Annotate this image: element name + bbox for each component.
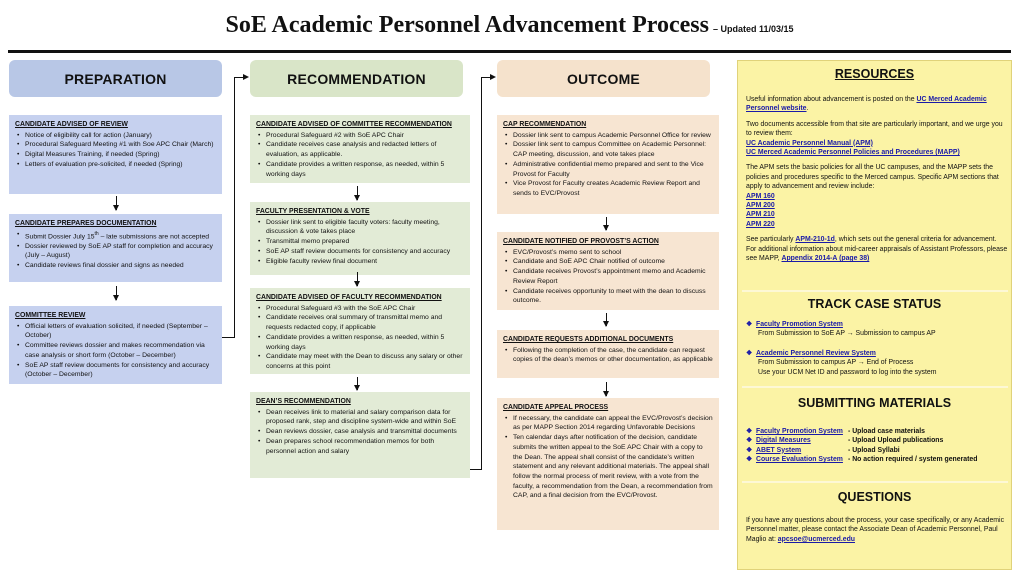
list-item: • Notice of eligibility call for action (January) (15, 131, 216, 141)
list-item: • SoE AP staff review documents for consistency and accuracy (October – December) (15, 361, 216, 380)
list-item: • Submit Dossier July 15th – late submissions are not accepted (15, 230, 216, 242)
list-item: • Procedural Safeguard #3 with the SoE APC Chair (256, 304, 464, 314)
list-item: • Vice Provost for Faculty creates Academic Review Report and sends to EVC/Provost (503, 179, 713, 198)
submitting-row: ❖ Digital Measures - Upload Upload publications (746, 437, 944, 445)
down-arrow (116, 286, 117, 300)
header-divider (8, 50, 1011, 53)
list-item: • Ten calendar days after notification of the decision, candidate submits the written appeal to the SoE APC Chair with a copy to the Dean. The appeal shall consist of the candidate’s written statement and any relevant additional materials. The appeal shall follow the normal process of merit review, with a vote from the faculty, a recommendation from the Dean, a recommendation from CAP, and a final decision from the EVC/Provost. (503, 433, 713, 501)
apm-160-link[interactable]: APM 160 (746, 192, 775, 200)
list-item: • Dossier link sent to eligible faculty voters: faculty meeting, discussion & vote takes place (256, 218, 464, 237)
box-title: CAP RECOMMENDATION (503, 121, 587, 128)
submitting-heading: SUBMITTING MATERIALS (797, 396, 952, 410)
page-title: SoE Academic Personnel Advancement Process (225, 12, 709, 38)
submitting-row: ❖ ABET System - Upload Syllabi (746, 446, 900, 454)
divider (742, 386, 1008, 388)
review-system-link[interactable]: Academic Personnel Review System (756, 350, 876, 357)
appeal-process-box (497, 398, 719, 530)
candidate-advised-box (9, 115, 222, 194)
box-title: DEAN’S RECOMMENDATION (256, 398, 351, 405)
list-item: • EVC/Provost’s memo sent to school (503, 248, 713, 258)
committee-review-box (9, 306, 222, 384)
list-item: • Candidate receives oral summary of transmittal memo and requests redacted copy, if applicable (256, 313, 464, 332)
list-item: • Administrative confidential memo prepared and sent to the Vice Provost for Faculty (503, 160, 713, 179)
list-item: • Candidate and SoE APC Chair notified of outcome (503, 257, 713, 267)
faculty-promotion-system-link[interactable]: Faculty Promotion System (756, 428, 843, 435)
apm-210-link[interactable]: APM 210 (746, 211, 775, 219)
submitting-row: ❖ Course Evaluation System - No action required / system generated (746, 456, 978, 464)
mapp-link[interactable]: UC Merced Academic Personnel Policies and Procedures (MAPP) (746, 149, 960, 157)
abet-system-link[interactable]: ABET System (756, 446, 802, 454)
resources-panel (737, 60, 1012, 570)
track-heading: TRACK CASE STATUS (807, 297, 942, 311)
down-arrow (357, 377, 358, 390)
list-item: • Procedural Safeguard #2 with SoE APC Chair (256, 131, 464, 141)
diamond-bullet-icon: ❖ (746, 321, 753, 328)
list-item: • Committee reviews dossier and makes recommendation via case analysis or short form (October – December) (15, 341, 216, 360)
course-evaluation-link[interactable]: Course Evaluation System (756, 456, 843, 464)
appendix-link[interactable]: Appendix 2014-A (page 38) (781, 255, 870, 263)
box-title: CANDIDATE ADVISED OF FACULTY RECOMMENDATION (256, 294, 442, 301)
list-item: • Letters of evaluation pre-solicited, if needed (Spring) (15, 160, 216, 170)
down-arrow (606, 382, 607, 396)
box-title: COMMITTEE REVIEW (15, 312, 86, 319)
apm-link[interactable]: UC Academic Personnel Manual (APM) (746, 139, 873, 147)
list-item: • Candidate receives opportunity to meet with the dean to discuss outcome. (503, 287, 713, 306)
box-title: CANDIDATE NOTIFIED OF PROVOST’S ACTION (503, 238, 659, 245)
down-arrow (116, 196, 117, 210)
list-item: • Dean reviews dossier, case analysis and transmittal documents (256, 427, 464, 437)
committee-recommendation-box (250, 115, 470, 183)
outcome-heading: OUTCOME (497, 60, 710, 97)
contact-email-link[interactable]: apcsoe@ucmerced.edu (777, 535, 855, 543)
box-title: FACULTY PRESENTATION & VOTE (256, 208, 370, 215)
down-arrow (357, 186, 358, 200)
down-arrow (606, 217, 607, 230)
list-item: • Dossier link sent to campus Academic Personnel Office for review (503, 131, 713, 141)
list-item: • Candidate may meet with the Dean to discuss any salary or other concerns at this point (256, 352, 464, 371)
updated-date: – Updated 11/03/15 (712, 24, 794, 34)
list-item: • Dean receives link to material and salary comparison data for proposed rank, step and discipline system-wide and within SoE (256, 408, 464, 427)
box-title: CANDIDATE REQUESTS ADDITIONAL DOCUMENTS (503, 336, 674, 343)
box-title: CANDIDATE PREPARES DOCUMENTATION (15, 220, 157, 227)
track-item-faculty-promotion: ❖ Faculty Promotion System From Submission to SoE AP → Submission to campus AP (746, 321, 936, 338)
recommendation-heading: RECOMMENDATION (250, 60, 463, 97)
preparation-heading: PREPARATION (9, 60, 222, 97)
apm-210-1d-link[interactable]: APM-210-1d (795, 236, 835, 244)
submitting-row: ❖ Faculty Promotion System - Upload case materials (746, 428, 925, 435)
box-title: CANDIDATE ADVISED OF REVIEW (15, 121, 128, 128)
list-item: • Candidate provides a written response, as needed, within 5 working days (256, 333, 464, 352)
box-title: CANDIDATE ADVISED OF COMMITTEE RECOMMENDATION (256, 121, 452, 128)
list-item: • Official letters of evaluation solicited, if needed (September – October) (15, 322, 216, 341)
list-item: • If necessary, the candidate can appeal the EVC/Provost’s decision as per MAPP Section 2014 regarding Unfavorable Decisions (503, 414, 713, 433)
additional-documents-box (497, 330, 719, 378)
faculty-promotion-link[interactable]: Faculty Promotion System (756, 321, 843, 328)
down-arrow (606, 313, 607, 326)
submitting-list (746, 427, 1008, 465)
dean-recommendation-box (250, 392, 470, 478)
divider (742, 481, 1008, 483)
diamond-bullet-icon: ❖ (746, 446, 753, 454)
list-item: • Candidate receives case analysis and redacted letters of evaluation, as applicable. (256, 140, 464, 159)
list-item: • Procedural Safeguard Meeting #1 with Soe APC Chair (March) (15, 140, 216, 150)
list-item: • Candidate reviews final dossier and signs as needed (15, 261, 216, 271)
list-item: • Dossier reviewed by SoE AP staff for completion and accuracy (July – August) (15, 242, 216, 261)
apm-200-link[interactable]: APM 200 (746, 202, 775, 210)
list-item: • Transmittal memo prepared (256, 237, 464, 247)
cap-recommendation-box (497, 115, 719, 214)
down-arrow (357, 272, 358, 286)
list-item: • SoE AP staff review documents for consistency and accuracy (256, 247, 464, 257)
box-title: CANDIDATE APPEAL PROCESS (503, 404, 609, 411)
diamond-bullet-icon: ❖ (746, 437, 753, 445)
page-header (0, 12, 1019, 39)
provost-action-box (497, 232, 719, 310)
resources-text: Useful information about advancement is posted on the UC Merced Academic Personnel website. Two documents accessible from that site are particularly important, and we urge you to review them: UC Academic Personnel Manual (APM) UC Merced Academic Personnel Policies and Procedures (MAPP) The APM sets the basic policies for all the UC campuses, and the MAPP sets the policies and procedures specific to the Merced campus. Specific APM sections that apply to advancement and review include: APM 160 APM 200 APM 210 APM 220 See particularly APM-210-1d, which sets out the general criteria for advancement. For additional information about mid-career appraisals of Assistant Professors, please see MAPP, Appendix 2014-A (page 38) (746, 96, 1008, 263)
track-item-review-system: ❖ Academic Personnel Review System From Submission to campus AP → End of Process Use your UCM Net ID and password to log into the system (746, 350, 937, 376)
candidate-prepares-box (9, 214, 222, 282)
list-item: • Dossier link sent to campus Committee on Academic Personnel: CAP meeting, discussion, and vote takes place (503, 140, 713, 159)
digital-measures-link[interactable]: Digital Measures (756, 437, 811, 445)
diamond-bullet-icon: ❖ (746, 350, 753, 357)
list-item: • Eligible faculty review final document (256, 257, 464, 267)
questions-heading: QUESTIONS (837, 490, 912, 504)
questions-text: If you have any questions about the process, your case specifically, or any Academic Personnel matter, please contact the Associate Dean of Academic Personnel, Paul Maglio at: apcsoe@ucmerced.edu (746, 517, 1005, 543)
list-item: • Candidate receives Provost’s appointment memo and Academic Review Report (503, 267, 713, 286)
list-item: • Dean prepares school recommendation memos for both personnel action and salary (256, 437, 464, 456)
diamond-bullet-icon: ❖ (746, 456, 753, 464)
list-item: • Candidate provides a written response, as needed, within 5 working days (256, 160, 464, 179)
list-item: • Digital Measures Training, if needed (Spring) (15, 150, 216, 160)
list-item: • Following the completion of the case, the candidate can request copies of the dean’s memos or other documentation, as applicable (503, 346, 713, 365)
faculty-recommendation-box (250, 288, 470, 374)
divider (742, 290, 1008, 292)
apm-220-link[interactable]: APM 220 (746, 220, 775, 228)
resources-heading: RESOURCES (834, 67, 915, 81)
ap-website-link[interactable]: UC Merced Academic Personnel website (746, 96, 987, 113)
diamond-bullet-icon: ❖ (746, 428, 753, 435)
faculty-vote-box (250, 202, 470, 275)
